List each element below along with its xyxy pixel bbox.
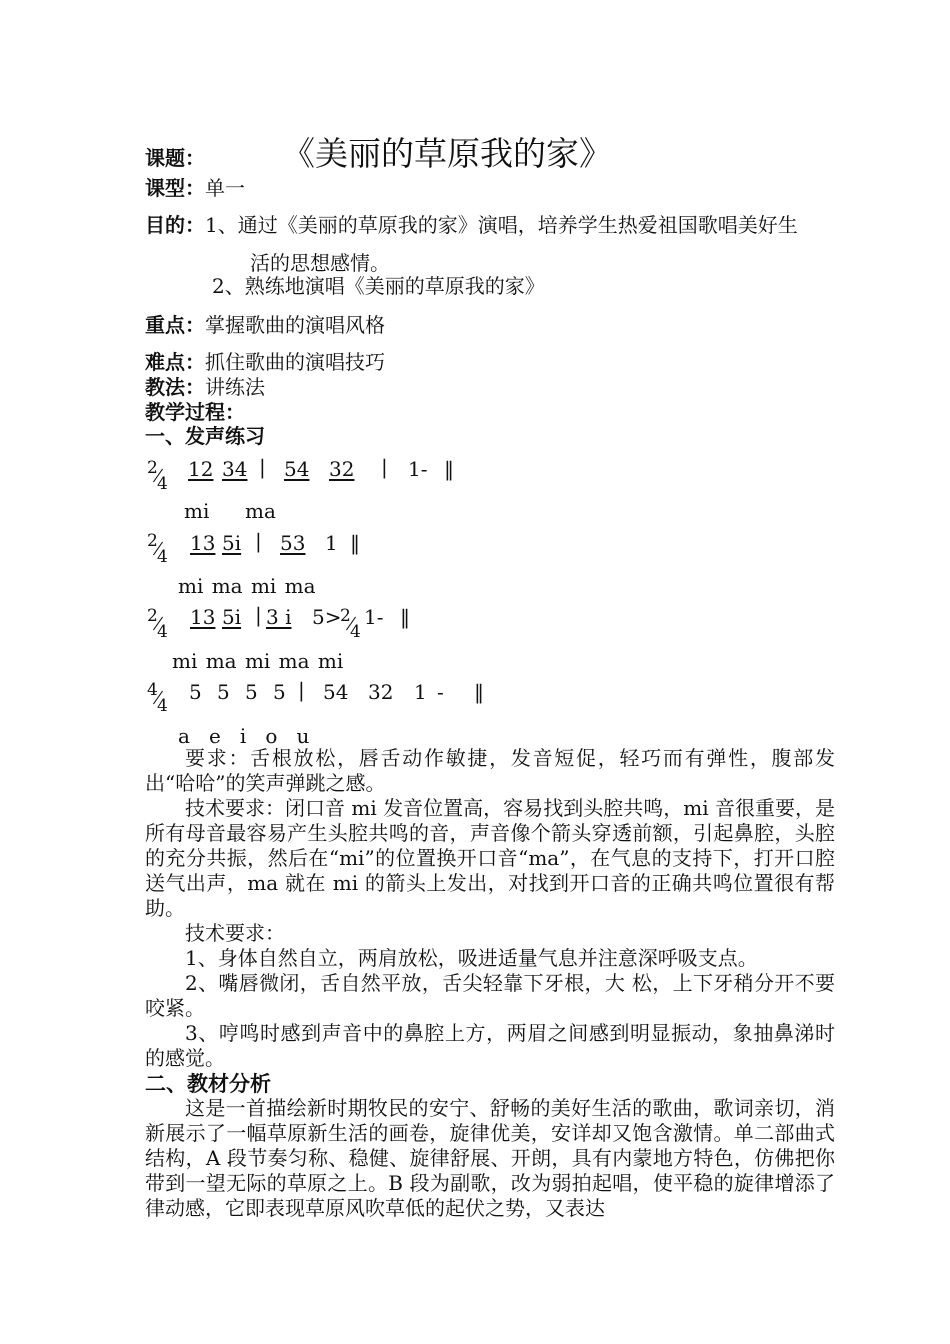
note-group: 1	[325, 531, 338, 555]
technique-item-1: 1、身体自然自立，两肩放松，吸进适量气息并注意深呼吸支点。	[185, 946, 758, 970]
method-line	[145, 375, 265, 399]
body-text	[145, 746, 835, 1221]
note: 5	[217, 680, 230, 704]
process-label: 教学过程：	[145, 400, 245, 424]
note: 5	[245, 680, 258, 704]
section-2-heading: 二、教材分析	[145, 1071, 271, 1096]
note-group: 5>	[312, 605, 342, 629]
bar-line: |	[255, 529, 262, 553]
type-line	[145, 176, 245, 200]
end-bar: ‖	[474, 680, 484, 704]
note-group: 12	[188, 457, 214, 481]
lesson-title: 《美丽的草原我的家》	[282, 134, 612, 173]
type-label: 课型：	[145, 176, 205, 200]
lyric: ma	[245, 499, 276, 523]
bar-line: |	[259, 455, 266, 479]
note-group: 5i	[222, 605, 242, 629]
time-signature: 2 4	[147, 531, 168, 567]
bar-line: |	[298, 678, 305, 702]
method-value: 讲练法	[205, 375, 265, 399]
lyric: a e i o u	[178, 724, 310, 748]
bar-line: |	[381, 455, 388, 479]
section-1-heading: 一、发声练习	[145, 424, 265, 448]
method-label: 教法：	[145, 375, 205, 399]
time-signature: 2 4	[147, 606, 168, 642]
note: 5	[189, 680, 202, 704]
lyric: mi ma mi ma mi	[172, 649, 344, 673]
technique-item-2: 2、嘴唇微闭，舌自然平放，舌尖轻靠下牙根，大 松，上下牙稍分开不要咬紧。	[145, 971, 835, 1020]
diff-value: 抓住歌曲的演唱技巧	[205, 350, 385, 374]
diff-line	[145, 350, 385, 374]
note-group: 53	[280, 531, 306, 555]
note-group: 34	[222, 457, 248, 481]
goal-line-1	[145, 213, 798, 237]
time-signature: 4 4	[147, 680, 168, 716]
key-label: 重点：	[145, 313, 205, 337]
end-bar: ‖	[400, 605, 410, 629]
requirement-paragraph: 要求：舌根放松，唇舌动作敏捷，发音短促，轻巧而有弹性，腹部发出“哈哈”的笑声弹跳之感。	[145, 746, 835, 795]
note-group: 1-	[364, 605, 384, 629]
analysis-paragraph: 这是一首描绘新时期牧民的安宁、舒畅的美好生活的歌曲，歌词亲切，消新展示了一幅草原新生活的画卷，旋律优美，安详却又饱含激情。单二部曲式结构，A 段节奏匀称、稳健、旋律舒展、开朗，具有内蒙地方特色，仿佛把你带到一望无际的草原之上。B 段为副歌，改为弱拍起唱，使平稳的旋律增添了律动感，它即表现草原风吹草低的起伏之势，又表达	[145, 1096, 835, 1220]
note-group: 32	[368, 680, 394, 704]
note-group: 5i	[222, 531, 242, 555]
note-group: 13	[190, 531, 216, 555]
end-bar: ‖	[444, 457, 454, 481]
goal-label: 目的：	[145, 213, 205, 237]
lyric: mi	[184, 499, 210, 523]
key-value: 掌握歌曲的演唱风格	[205, 313, 385, 337]
time-signature: 2 4	[340, 606, 361, 642]
note: 1	[414, 680, 427, 704]
note-group: 3 i	[266, 605, 292, 629]
technique-heading: 技术要求：	[185, 921, 285, 945]
goal-1b: 活的思想感情。	[250, 251, 390, 275]
technique-item-3: 3、哼鸣时感到声音中的鼻腔上方，两眉之间感到明显振动，象抽鼻涕时的感觉。	[145, 1021, 835, 1070]
lyric: mi ma mi ma	[178, 574, 316, 598]
diff-label: 难点：	[145, 350, 205, 374]
topic-label: 课题：	[145, 146, 205, 170]
goal-2: 2、熟练地演唱《美丽的草原我的家》	[212, 274, 545, 298]
key-line	[145, 313, 385, 337]
note: 5	[273, 680, 286, 704]
note: -	[437, 680, 444, 704]
note-group: 54	[284, 457, 310, 481]
bar-line: |	[255, 603, 262, 627]
goal-1a: 1、通过《美丽的草原我的家》演唱，培养学生热爱祖国歌唱美好生	[205, 213, 798, 237]
note-group: 54	[323, 680, 349, 704]
type-value: 单一	[205, 176, 245, 200]
time-signature: 2 4	[147, 458, 168, 494]
technique-paragraph: 技术要求：闭口音 mi 发音位置高，容易找到头腔共鸣，mi 音很重要，是所有母音最容易产生头腔共鸣的音，声音像个箭头穿透前额，引起鼻腔，头腔的充分共振，然后在“mi”的位置换开口音“ma”，在气息的支持下，打开口腔送气出声，ma 就在 mi 的箭头上发出，对找到开口音的正确共鸣位置很有帮助。	[145, 796, 835, 920]
end-bar: ‖	[350, 531, 360, 555]
note-group: 13	[190, 605, 216, 629]
note-group: 1-	[408, 457, 428, 481]
note-group: 32	[329, 457, 355, 481]
